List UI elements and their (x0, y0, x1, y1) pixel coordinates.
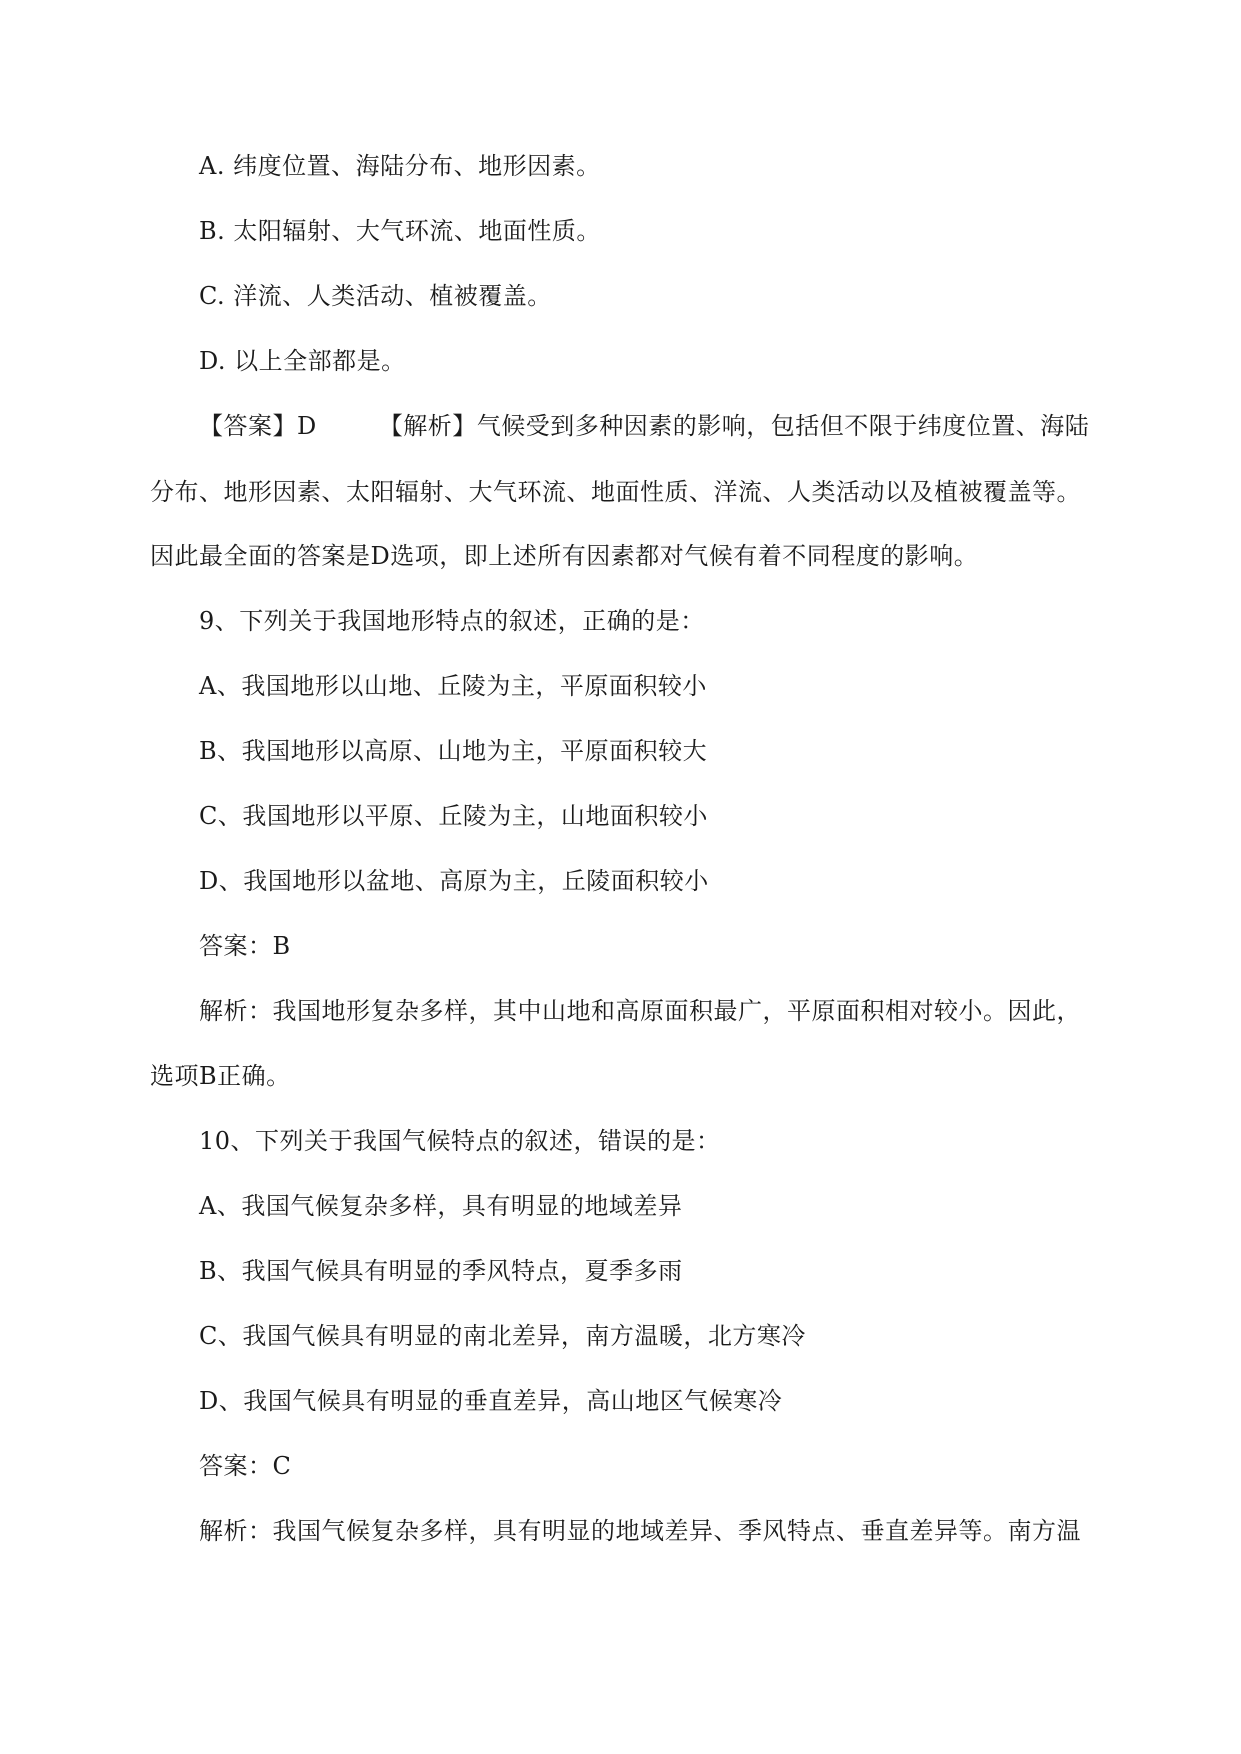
prev-analysis-label: 【解析】 (378, 412, 477, 440)
q9-option-d: D、我国地形以盆地、高原为主，丘陵面积较小 (199, 867, 709, 895)
prev-analysis-text-1: 气候受到多种因素的影响，包括但不限于纬度位置、海陆 (476, 412, 1090, 440)
prev-option-a: A. 纬度位置、海陆分布、地形因素。 (199, 152, 601, 180)
q9-analysis-2: 选项B正确。 (150, 1062, 291, 1090)
prev-option-d: D. 以上全部都是。 (199, 347, 406, 375)
prev-option-b: B. 太阳辐射、大气环流、地面性质。 (199, 217, 601, 245)
q9-option-b: B、我国地形以高原、山地为主，平原面积较大 (199, 737, 708, 765)
q10-option-b: B、我国气候具有明显的季风特点，夏季多雨 (199, 1257, 683, 1285)
prev-analysis-text-2: 分布、地形因素、太阳辐射、大气环流、地面性质、洋流、人类活动以及植被覆盖等。 (150, 478, 1081, 506)
q10-option-c: C、我国气候具有明显的南北差异，南方温暖，北方寒冷 (199, 1322, 806, 1350)
prev-option-c: C. 洋流、人类活动、植被覆盖。 (199, 282, 552, 310)
q10-answer: 答案：C (199, 1452, 292, 1480)
q9-option-c: C、我国地形以平原、丘陵为主，山地面积较小 (199, 802, 708, 830)
prev-answer: 【答案】D (199, 412, 317, 440)
q10-option-a: A、我国气候复杂多样，具有明显的地域差异 (199, 1192, 683, 1220)
prev-answer-analysis-line (199, 410, 1089, 442)
q9-analysis-1: 解析：我国地形复杂多样，其中山地和高原面积最广，平原面积相对较小。因此， (199, 997, 1081, 1025)
q10-stem: 10、下列关于我国气候特点的叙述，错误的是： (199, 1127, 721, 1155)
q10-analysis-1: 解析：我国气候复杂多样，具有明显的地域差异、季风特点、垂直差异等。南方温 (199, 1517, 1081, 1545)
q9-stem: 9、下列关于我国地形特点的叙述，正确的是： (199, 607, 705, 635)
q10-option-d: D、我国气候具有明显的垂直差异，高山地区气候寒冷 (199, 1387, 783, 1415)
prev-analysis-text-3: 因此最全面的答案是D选项，即上述所有因素都对气候有着不同程度的影响。 (150, 542, 979, 570)
q9-answer: 答案：B (199, 932, 291, 960)
q9-option-a: A、我国地形以山地、丘陵为主，平原面积较小 (199, 672, 707, 700)
